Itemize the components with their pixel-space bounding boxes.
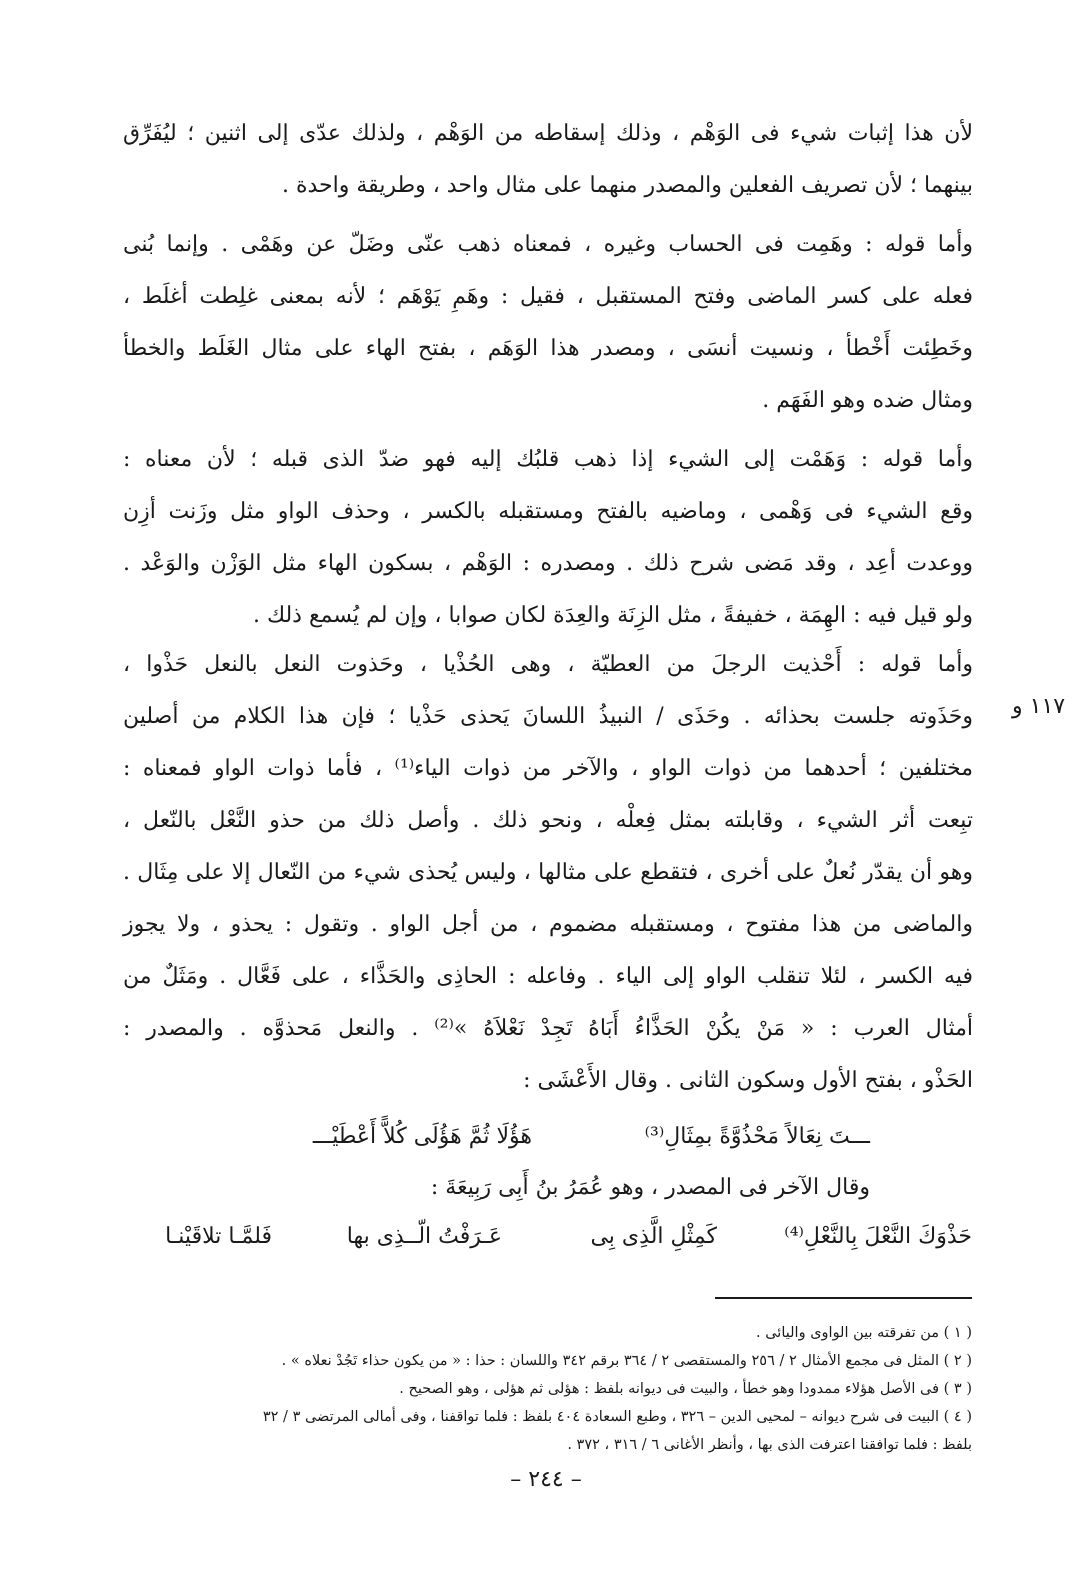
text-line: ولو قيل فيه : الهِمَة ، خفيفةً ، مثل الزِنَة والعِدَة لكان صوابا ، وإن لم يُسمع ذلك . [252, 603, 973, 628]
text-line: فيه الكسر ، لئلا تنقلب الواو إلى الياء . وفاعله : الحاذِى والحَذَّاء ، على فَعَّال . ومَثَلٌ من [123, 964, 973, 989]
footnote: ( ١ ) من تفرقته بين الواوى واليائى . [756, 1325, 972, 1341]
text-line: وأما قوله : وَهَمْت إلى الشيء إذا ذهب قلبُك إليه فهو ضدّ الذى قبله ؛ لأن معناه : [123, 447, 973, 472]
text-line: بينهما ؛ لأن تصريف الفعلين والمصدر منهما على مثال واحد ، وطريقة واحدة . [282, 173, 973, 198]
text-line: الحَذْو ، بفتح الأول وسكون الثانى . وقال الأَعْشَى : [523, 1068, 973, 1093]
text-line: وحَذَوته جلست بحذائه . وحَذَى / النبيذُ اللسانَ يَحذى حَذْيا ؛ فإن هذا الكلام من أصلين [123, 704, 973, 729]
text-line: أمثال العرب : « مَنْ يكُنْ الحَذَّاءُ أَبَاهُ تَجِدْ نَعْلاَهُ »⁽²⁾ . والنعل مَحذوَّه . والمصدر : [123, 1016, 973, 1041]
text-line: مختلفين ؛ أحدهما من ذوات الواو ، والآخر من ذوات الياء⁽¹⁾ ، فأما ذوات الواو فمعناه : [123, 756, 974, 781]
text-line: ووعدت أعِد ، وقد مَضى شرح ذلك . ومصدره : الوَهْم ، بسكون الهاء مثل الوَزْن والوَعْد . [123, 551, 973, 576]
text-line: وقع الشيء فى وَهْمى ، وماضيه بالفتح ومستقبله بالكسر ، وحذف الواو مثل وزَنت أزِن [123, 499, 973, 524]
verse-2-part-1: فَلمَّـا تلاقَيْنـا [165, 1224, 272, 1249]
verse-2-intro: وقال الآخر فى المصدر ، وهو عُمَرُ بنُ أَبِى رَبِيعَةَ : [430, 1175, 870, 1200]
text-line: وأما قوله : أَحْذيت الرجلَ من العطيّة ، وهى الحُذْيا ، وحَذوت النعل بالنعل حَذْوا ، [123, 652, 973, 677]
verse-1-hemistich-1: هَؤُلَا ثُمَّ هَؤُلَى كُلاًّ أَعْطَيْـــ [312, 1124, 532, 1149]
text-line: وخَطِئت أَخْطأ ، ونسيت أنسَى ، ومصدر هذا الوَهَم ، بفتح الهاء على مثال الغَلَط والخطأ [123, 336, 973, 361]
verse-2-part-4: حَذْوَكَ النَّعْلَ بِالنَّعْلِ⁽⁴⁾ [784, 1224, 972, 1249]
text-line: وهو أن يقدّر نُعلٌ على أخرى ، فتقطع على مثالها ، وليس يُحذى شيء من النّعال إلا على مِثَال . [123, 860, 973, 885]
text-line: وأما قوله : وهَمِت فى الحساب وغيره ، فمعناه ذهب عنّى وضَلّ عن وهَمْى . وإنما بُنى [123, 232, 973, 257]
page-number: – ٢٤٤ – [510, 1467, 582, 1492]
verse-2-part-3: كَمِثْلِ الَّذِى بِى [590, 1224, 717, 1249]
text-line: والماضى من هذا مفتوح ، ومستقبله مضموم ، من أجل الواو . وتقول : يحذو ، ولا يجوز [123, 912, 973, 937]
text-line: لأن هذا إثبات شيء فى الوَهْم ، وذلك إسقاطه من الوَهْم ، ولذلك عدّى إلى اثنين ؛ ليُفَرِّق [123, 121, 973, 146]
footnote: بلفظ : فلما توافقنا اعترفت الذى بها ، وأنظر الأغانى ٦ / ٣١٦ ، ٣٧٢ . [567, 1437, 972, 1453]
footnote: ( ٢ ) المثل فى مجمع الأمثال ٢ / ٢٥٦ والمستقصى ٢ / ٣٦٤ برقم ٣٤٢ واللسان : حذا : « من يكون حذاء تَجُدْ نعلاه » . [281, 1353, 972, 1369]
verse-2-part-2: عَـرَفْتُ الّــذِى بها [346, 1224, 502, 1249]
text-line: ومثال ضده وهو الفَهَم . [762, 388, 973, 413]
footnote: ( ٤ ) البيت فى شرح ديوانه – لمحيى الدين – ٣٢٦ ، وطبع السعادة ٤٠٤ بلفظ : فلما تواقفنا ، وفى أمالى المرتضى ٣ / ٣٢ [262, 1409, 972, 1425]
text-line: فعله على كسر الماضى وفتح المستقبل ، فقيل : وهَمِ يَوْهَم ؛ لأنه بمعنى غلِطت أغلَط ، [123, 284, 973, 309]
footnote: ( ٣ ) فى الأصل هؤلاء ممدودا وهو خطأ ، والبيت فى ديوانه بلفظ : هؤلى ثم هؤلى ، وهو الصحيح . [399, 1381, 972, 1397]
footnote-divider [715, 1297, 972, 1299]
folio-margin-note: ١١٧ و [1012, 694, 1066, 719]
verse-1-hemistich-2: ـــتَ نِعَالاً مَحْذُوَّةً بمِثَالِ⁽³⁾ [644, 1124, 870, 1149]
text-line: تبِعت أثر الشيء ، وقابلته بمثل فِعلْه ، ونحو ذلك . وأصل ذلك من حذو النَّعْل بالنّعل ، [123, 808, 973, 833]
